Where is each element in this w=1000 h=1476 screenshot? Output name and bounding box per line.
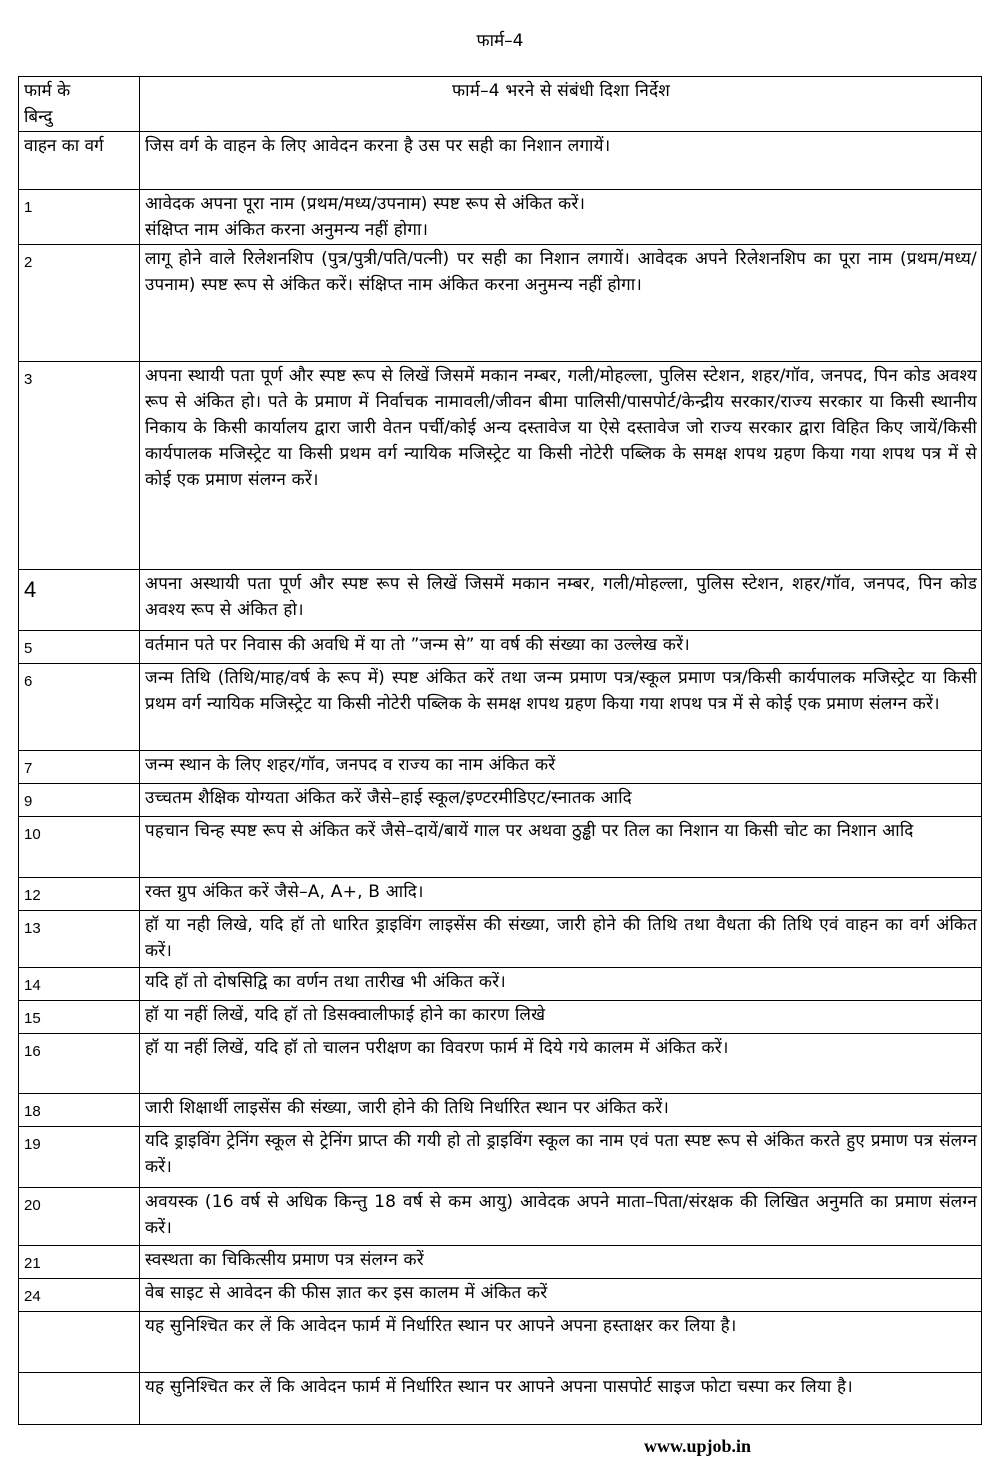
- row-point-number: [19, 1127, 140, 1188]
- row-point-number: [19, 751, 140, 784]
- row-instruction: पहचान चिन्ह स्पष्ट रूप से अंकित करें जैसे–दायें/बायें गाल पर अथवा ठुड्ढी पर तिल का निशान या किसी चोट का निशान आदि: [140, 817, 982, 878]
- row-point-number: [19, 631, 140, 664]
- page-title: फार्म–4: [476, 31, 524, 51]
- row-point-number: [19, 1246, 140, 1279]
- table-row: [19, 245, 982, 362]
- row-point-number: [19, 817, 140, 878]
- table-row: [19, 570, 982, 631]
- header-instructions: फार्म–4 भरने से संबंधी दिशा निर्देश: [140, 77, 982, 132]
- table-row: [19, 1279, 982, 1312]
- table-row: [19, 362, 982, 570]
- row-point-number-text: 3: [24, 371, 33, 388]
- row-point-number: [19, 190, 140, 245]
- row-point-number-text: 21: [24, 1255, 41, 1272]
- row-point-number-text: 16: [24, 1043, 41, 1060]
- row-instruction: वर्तमान पते पर निवास की अवधि में या तो ”जन्म से” या वर्ष की संख्या का उल्लेख करें।: [140, 631, 982, 664]
- table-row: [19, 664, 982, 751]
- footer-website: www.upjob.in: [644, 1436, 752, 1456]
- table-row: [19, 1001, 982, 1034]
- table-row: [19, 878, 982, 911]
- row-point-number: [19, 1034, 140, 1094]
- table-row: [19, 817, 982, 878]
- table-row: [19, 1127, 982, 1188]
- row-instruction: यदि हॉ तो दोषसिद्वि का वर्णन तथा तारीख भी अंकित करें।: [140, 968, 982, 1001]
- row-point-number-text: 14: [24, 977, 41, 994]
- row-instruction: स्वस्थता का चिकित्सीय प्रमाण पत्र संलग्न करें: [140, 1246, 982, 1279]
- row-instruction: यदि ड्राइविंग ट्रेनिंग स्कूल से ट्रेनिंग प्राप्त की गयी हो तो ड्राइविंग स्कूल का नाम एवं पता स्पष्ट रूप से अंकित करते हुए प्रमाण पत्र संलग्न करें।: [140, 1127, 982, 1188]
- row-point-number-text: 13: [24, 920, 41, 937]
- row-point-number-text: 19: [24, 1136, 41, 1153]
- header-form-points-line2: बिन्दु: [24, 107, 53, 127]
- row-instruction: जन्म स्थान के लिए शहर/गॉव, जनपद व राज्य का नाम अंकित करें: [140, 751, 982, 784]
- row-point-number: [19, 968, 140, 1001]
- row-instruction: अपना स्थायी पता पूर्ण और स्पष्ट रूप से लिखें जिसमें मकान नम्बर, गली/मोहल्ला, पुलिस स्टेशन, शहर/गॉव, जनपद, पिन कोड अवश्य रूप से अंकित हो। पते के प्रमाण में निर्वाचक नामावली/जीवन बीमा पालिसी/पासपोर्ट/केन्द्रीय सरकार/राज्य सरकार या किसी स्थानीय निकाय के किसी कार्यालय द्वारा जारी वेतन पर्ची/कोई अन्य दस्तावेज या ऐसे दस्तावेज जो राज्य सरकार द्वारा विहित किए जायें/किसी कार्यपालक मजिस्ट्रेट या किसी प्रथम वर्ग न्यायिक मजिस्ट्रेट या किसी नोटेरी पब्लिक के समक्ष शपथ ग्रहण किया गया शपथ पत्र में से कोई एक प्रमाण संलग्न करें।: [140, 362, 982, 570]
- table-row: [19, 631, 982, 664]
- row-instruction: यह सुनिश्चित कर लें कि आवेदन फार्म में निर्धारित स्थान पर आपने अपना हस्ताक्षर कर लिया है।: [140, 1312, 982, 1373]
- row-point-number: [19, 911, 140, 968]
- row-instruction: अपना अस्थायी पता पूर्ण और स्पष्ट रूप से लिखें जिसमें मकान नम्बर, गली/मोहल्ला, पुलिस स्टेशन, शहर/गॉव, जनपद, पिन कोड अवश्य रूप से अंकित हो।: [140, 570, 982, 631]
- row-point-number: [19, 245, 140, 362]
- table-row: [19, 911, 982, 968]
- row-instruction: हॉ या नही लिखे, यदि हॉ तो धारित ड्राइविंग लाइसेंस की संख्या, जारी होने की तिथि तथा वैधता की तिथि एवं वाहन का वर्ग अंकित करें।: [140, 911, 982, 968]
- row-point-number: [19, 1312, 140, 1373]
- row-instruction: जारी शिक्षार्थी लाइसेंस की संख्या, जारी होने की तिथि निर्धारित स्थान पर अंकित करें।: [140, 1094, 982, 1127]
- row-point-number: [19, 784, 140, 817]
- row-point-number-text: 15: [24, 1010, 41, 1027]
- row-point-number-text: 4: [24, 577, 37, 602]
- table-row: [19, 1246, 982, 1279]
- table-row: [19, 190, 982, 245]
- row-instruction: रक्त ग्रुप अंकित करें जैसे–A, A+, B आदि।: [140, 878, 982, 911]
- table-row: [19, 1034, 982, 1094]
- row-point-number-text: 1: [24, 199, 33, 216]
- row-point-number-text: 12: [24, 887, 41, 904]
- row-point-number: [19, 1094, 140, 1127]
- guidelines-table: [18, 76, 982, 1425]
- row-point-number-text: 9: [24, 793, 33, 810]
- table-row: [19, 751, 982, 784]
- row-instruction: आवेदक अपना पूरा नाम (प्रथम/मध्य/उपनाम) स्पष्ट रूप से अंकित करें। संक्षिप्त नाम अंकित करना अनुमन्य नहीं होगा।: [140, 190, 982, 245]
- row-point-number-text: 24: [24, 1288, 41, 1305]
- row-instruction: यह सुनिश्चित कर लें कि आवेदन फार्म में निर्धारित स्थान पर आपने अपना पासपोर्ट साइज फोटा चस्पा कर लिया है।: [140, 1373, 982, 1425]
- row-point-number: [19, 664, 140, 751]
- row-point-number-text: 18: [24, 1103, 41, 1120]
- row-instruction: वेब साइट से आवेदन की फीस ज्ञात कर इस कालम में अंकित करें: [140, 1279, 982, 1312]
- row-point-number-text: 5: [24, 640, 33, 657]
- row-point-number-text: 2: [24, 254, 33, 271]
- row-instruction: जन्म तिथि (तिथि/माह/वर्ष के रूप में) स्पष्ट अंकित करें तथा जन्म प्रमाण पत्र/स्कूल प्रमाण पत्र/किसी कार्यपालक मजिस्ट्रेट या किसी प्रथम वर्ग न्यायिक मजिस्ट्रेट या किसी नोटेरी पब्लिक के समक्ष शपथ ग्रहण किया गया शपथ पत्र में से कोई एक प्रमाण संलग्न करें।: [140, 664, 982, 751]
- row-instruction: अवयस्क (16 वर्ष से अधिक किन्तु 18 वर्ष से कम आयु) आवेदक अपने माता–पिता/संरक्षक की लिखित अनुमति का प्रमाण संलग्न करें।: [140, 1188, 982, 1246]
- header-form-points-line1: फार्म के: [24, 81, 71, 101]
- row-point-number: [19, 1279, 140, 1312]
- row-point-number-text: 10: [24, 826, 41, 843]
- row-instruction: जिस वर्ग के वाहन के लिए आवेदन करना है उस पर सही का निशान लगायें।: [140, 132, 982, 190]
- row-point-number: [19, 1001, 140, 1034]
- table-row: [19, 132, 982, 190]
- row-point-number: [19, 570, 140, 631]
- row-instruction: लागू होने वाले रिलेशनशिप (पुत्र/पुत्री/पति/पत्नी) पर सही का निशान लगायें। आवेदक अपने रिलेशनशिप का पूरा नाम (प्रथम/मध्य/उपनाम) स्पष्ट रूप से अंकित करें। संक्षिप्त नाम अंकित करना अनुमन्य नहीं होगा।: [140, 245, 982, 362]
- row-instruction: हॉ या नहीं लिखें, यदि हॉ तो डिसक्वालीफाई होने का कारण लिखे: [140, 1001, 982, 1034]
- row-point-number: वाहन का वर्ग: [19, 132, 140, 190]
- row-point-number-text: 20: [24, 1197, 41, 1214]
- row-point-number: [19, 1188, 140, 1246]
- row-point-number-text: 7: [24, 760, 33, 777]
- table-row: [19, 1094, 982, 1127]
- row-point-number: [19, 1373, 140, 1425]
- row-instruction: हॉ या नहीं लिखें, यदि हॉ तो चालन परीक्षण का विवरण फार्म में दिये गये कालम में अंकित करें।: [140, 1034, 982, 1094]
- table-row: [19, 968, 982, 1001]
- row-instruction: उच्चतम शैक्षिक योग्यता अंकित करें जैसे–हाई स्कूल/इण्टरमीडिएट/स्नातक आदि: [140, 784, 982, 817]
- row-point-number: [19, 362, 140, 570]
- row-point-number-text: 6: [24, 673, 33, 690]
- row-point-number: [19, 878, 140, 911]
- header-form-points: [19, 77, 140, 132]
- table-row: [19, 1188, 982, 1246]
- table-row: [19, 1312, 982, 1373]
- guidelines-table-body: [19, 77, 982, 1425]
- table-header-row: [19, 77, 982, 132]
- table-row: [19, 784, 982, 817]
- table-row: [19, 1373, 982, 1425]
